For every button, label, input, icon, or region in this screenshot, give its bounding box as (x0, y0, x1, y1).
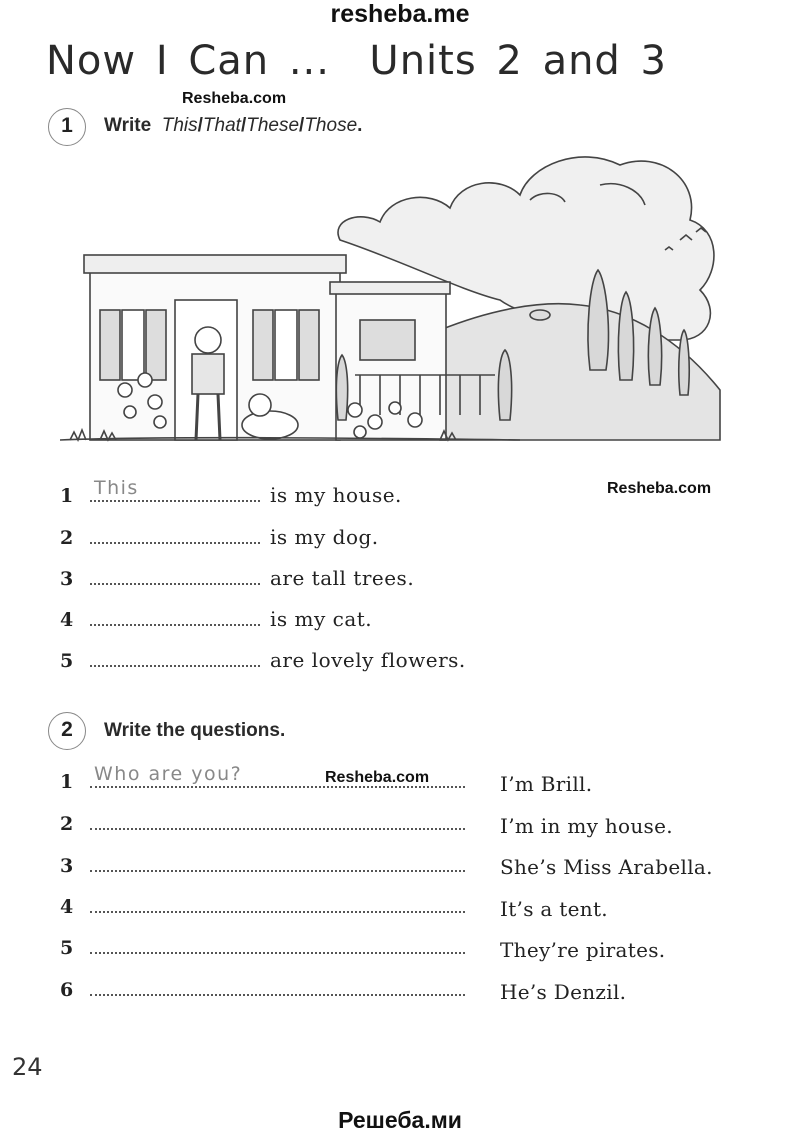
word-those: Those (304, 115, 358, 136)
reply-text: He’s Denzil. (500, 980, 627, 1004)
page-number: 24 (12, 1053, 43, 1081)
watermark-small: Resheba.com (182, 90, 287, 107)
reply-text: It’s a tent. (500, 897, 608, 921)
instruction-verb: Write (104, 115, 152, 136)
watermark-small: Resheba.com (325, 769, 430, 786)
row-number: 1 (60, 485, 74, 507)
word-these: These (246, 115, 300, 136)
exercise-2-row (60, 852, 465, 877)
separator: / (240, 115, 247, 136)
handwritten-answer: Who are you? (94, 763, 243, 785)
watermark-top: resheba.me (330, 0, 470, 28)
row-number: 5 (60, 650, 74, 672)
sentence-text: are lovely flowers. (270, 648, 466, 672)
sentence-text: is my cat. (270, 607, 373, 631)
exercise-1-row (60, 524, 379, 549)
exercise-2-number: 2 (48, 712, 86, 750)
question-blank[interactable] (90, 976, 465, 996)
exercise-2-row (60, 893, 465, 918)
reply-text: They’re pirates. (500, 938, 666, 962)
word-this: This (161, 115, 198, 136)
watermark-bottom: Решеба.ми (338, 1107, 462, 1133)
separator: / (197, 115, 203, 136)
reply-text: I’m Brill. (500, 772, 593, 796)
sentence-text: is my dog. (270, 525, 379, 549)
row-number: 6 (60, 979, 74, 1001)
answer-blank[interactable] (90, 606, 260, 626)
answer-blank[interactable] (90, 647, 260, 667)
answer-blank[interactable] (90, 565, 260, 585)
question-blank[interactable] (90, 852, 465, 872)
sentence-text: is my house. (270, 483, 402, 507)
exercise-1-row (60, 647, 466, 672)
exercise-2-row (60, 934, 465, 959)
exercise-1-instruction (104, 115, 362, 137)
house-illustration (60, 140, 740, 460)
handwritten-answer: This (94, 477, 139, 499)
exercise-1-row (60, 565, 414, 590)
full-stop: . (357, 115, 363, 136)
separator: / (299, 115, 305, 136)
question-blank[interactable] (90, 893, 465, 913)
exercise-1-row (60, 477, 402, 507)
row-number: 5 (60, 937, 74, 959)
row-number: 2 (60, 813, 74, 835)
sentence-text: are tall trees. (270, 566, 415, 590)
exercise-2-instruction: Write the questions. (104, 720, 286, 741)
row-number: 3 (60, 568, 74, 590)
exercise-1-row (60, 606, 372, 631)
exercise-2-row (60, 976, 465, 1001)
question-blank[interactable] (90, 810, 465, 830)
reply-text: I’m in my house. (500, 814, 673, 838)
answer-blank[interactable] (90, 477, 260, 502)
row-number: 4 (60, 896, 74, 918)
question-blank[interactable] (90, 934, 465, 954)
word-that: That (202, 115, 241, 136)
page-title: Now I Can ... Units 2 and 3 (46, 38, 667, 84)
row-number: 4 (60, 609, 74, 631)
row-number: 2 (60, 527, 74, 549)
watermark-small: Resheba.com (607, 480, 712, 497)
row-number: 1 (60, 771, 74, 793)
exercise-2-row (60, 810, 465, 835)
reply-text: She’s Miss Arabella. (500, 855, 713, 879)
exercise-1-number: 1 (48, 108, 86, 146)
row-number: 3 (60, 855, 74, 877)
answer-blank[interactable] (90, 524, 260, 544)
